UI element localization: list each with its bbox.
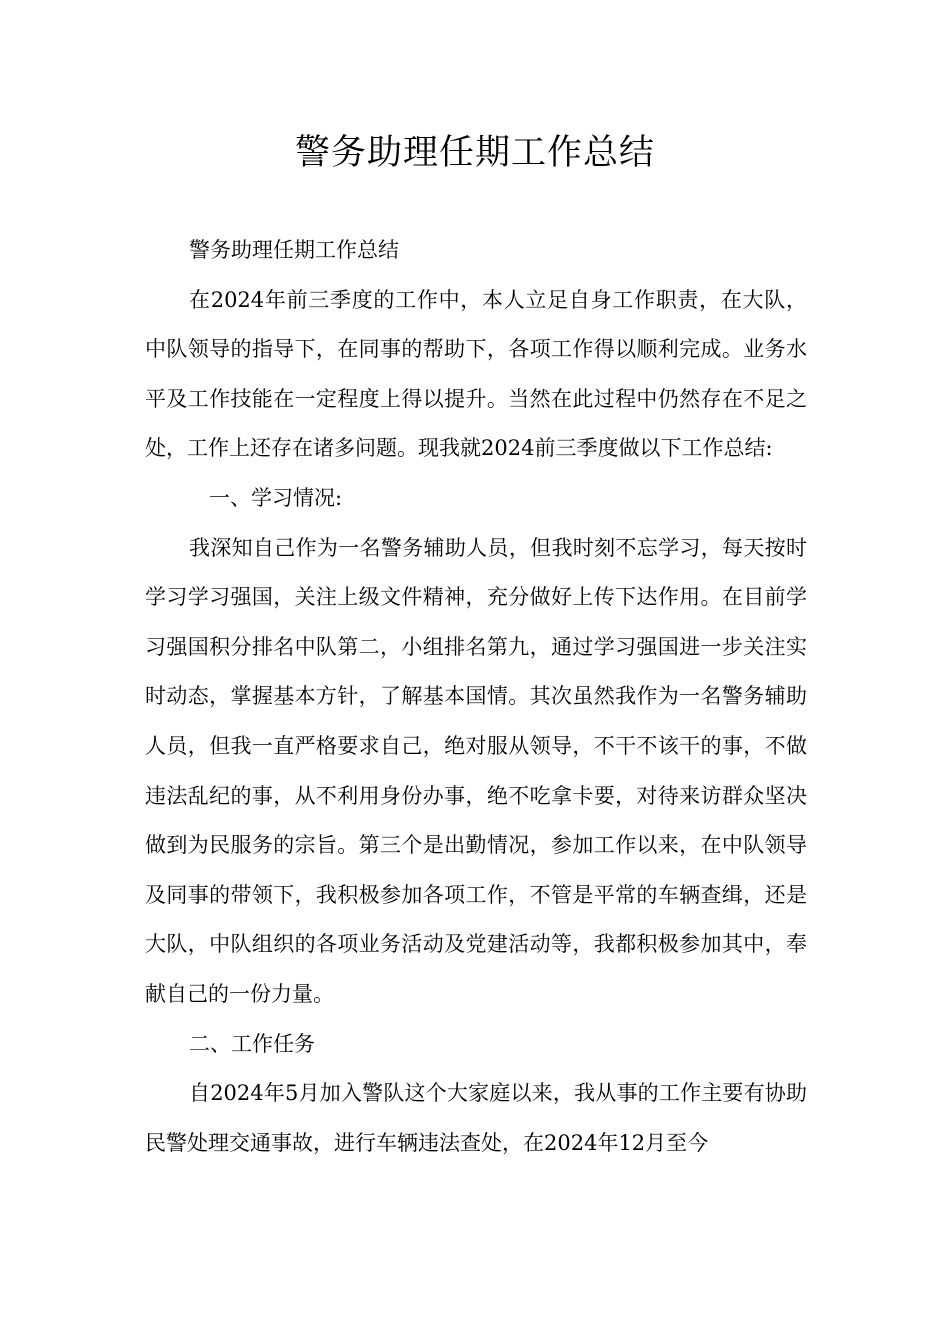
section-heading-tasks: 二、工作任务 <box>189 1031 315 1056</box>
tasks-paragraph: 自2024年5月加入警队这个大家庭以来，我从事的工作主要有协助民警处理交通事故，进行车辆违法查处，在2024年12月至今 <box>145 1081 807 1155</box>
study-paragraph: 我深知自己作为一名警务辅助人员，但我时刻不忘学习，每天按时学习学习强国，关注上级文件精神，充分做好上传下达作用。在目前学习强国积分排名中队第二，小组排名第九，通过学习强国进一步关注实时动态，掌握基本方针，了解基本国情。其次虽然我作为一名警务辅助人员，但我一直严格要求自己，绝对服从领导，不干不该干的事，不做违法乱纪的事，从不利用身份办事，绝不吃拿卡要，对待来访群众坚决做到为民服务的宗旨。第三个是出勤情况，参加工作以来，在中队领导及同事的带领下，我积极参加各项工作，不管是平常的车辆查缉，还是大队，中队组织的各项业务活动及党建活动等，我都积极参加其中，奉献自己的一份力量。 <box>145 535 807 1006</box>
document-body <box>145 226 807 1168</box>
subtitle-paragraph: 警务助理任期工作总结 <box>189 238 399 262</box>
document-title: 警务助理任期工作总结 <box>294 133 655 173</box>
section-heading-study: 一、学习情况: <box>209 485 343 510</box>
intro-paragraph: 在2024年前三季度的工作中，本人立足自身工作职责，在大队，中队领导的指导下，在同事的帮助下，各项工作得以顺利完成。业务水平及工作技能在一定程度上得以提升。当然在此过程中仍然存在不足之处，工作上还存在诸多问题。现我就2024前三季度做以下工作总结: <box>145 287 807 461</box>
